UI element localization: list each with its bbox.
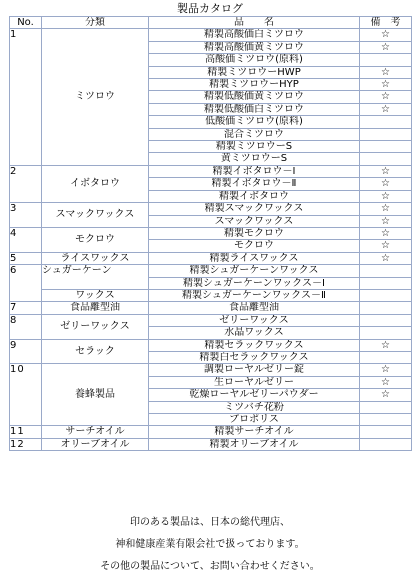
note-cell: [360, 351, 412, 363]
product-name: スマックワックス: [149, 215, 360, 227]
header-category: 分類: [42, 17, 149, 29]
product-name: 精製サーチオイル: [149, 426, 360, 438]
product-name: 混合ミツロウ: [149, 128, 360, 140]
item-number: 4: [10, 227, 42, 252]
product-name: 調製ローヤルゼリー錠: [149, 364, 360, 376]
footer-line: 印のある製品は、日本の総代理店、: [130, 517, 290, 528]
product-name: 精製セラックワックス: [149, 339, 360, 351]
note-cell: [360, 314, 412, 326]
star-mark: ☆: [360, 190, 412, 202]
star-mark: ☆: [360, 240, 412, 252]
table-row: [10, 29, 412, 41]
footer-notes: [0, 512, 420, 578]
item-number: 8: [10, 314, 42, 339]
product-name: 精製イボタロウ: [149, 190, 360, 202]
star-mark: ☆: [360, 203, 412, 215]
note-cell: [360, 116, 412, 128]
product-name: 精製ミツロウーS: [149, 141, 360, 153]
table-header-row: [10, 17, 412, 29]
star-mark: ☆: [360, 376, 412, 388]
product-catalog-table: [9, 16, 412, 451]
item-number: 7: [10, 302, 42, 314]
product-name: 黄ミツロウーS: [149, 153, 360, 165]
product-name: 乾燥ローヤルゼリーパウダー: [149, 389, 360, 401]
table-row: [10, 265, 412, 277]
item-number: 12: [10, 438, 42, 450]
product-name: 精製シュガーケーンワックス－Ⅱ: [149, 289, 360, 301]
category-cell: 食品離型油: [42, 302, 149, 314]
table-row: [10, 203, 412, 215]
note-cell: [360, 265, 412, 277]
product-name: 低酸価ミツロウ(原料): [149, 116, 360, 128]
category-cell: モクロウ: [42, 227, 149, 252]
item-number: 5: [10, 252, 42, 264]
header-product: 品 名: [149, 17, 360, 29]
category-cell: オリーブオイル: [42, 438, 149, 450]
item-number: 3: [10, 203, 42, 228]
product-name: モクロウ: [149, 240, 360, 252]
product-name: 精製低酸価黄ミツロウ: [149, 91, 360, 103]
note-cell: [360, 289, 412, 301]
note-cell: [360, 401, 412, 413]
star-mark: ☆: [360, 66, 412, 78]
product-name: プロポリス: [149, 414, 360, 426]
category-cell: サーチオイル: [42, 426, 149, 438]
product-name: 精製イボタロウ－Ⅰ: [149, 165, 360, 177]
star-mark: ☆: [360, 29, 412, 41]
table-row: [10, 438, 412, 450]
product-name: 精製高酸価白ミツロウ: [149, 29, 360, 41]
star-mark: ☆: [360, 91, 412, 103]
note-cell: [360, 414, 412, 426]
product-name: ミツバチ花粉: [149, 401, 360, 413]
category-cell: セラック: [42, 339, 149, 364]
product-name: 精製高酸価黄ミツロウ: [149, 41, 360, 53]
note-cell: [360, 141, 412, 153]
header-note: 備 考: [360, 17, 412, 29]
note-cell: [360, 426, 412, 438]
table-row: [10, 339, 412, 351]
star-mark: ☆: [360, 41, 412, 53]
product-name: 精製ミツロウーHWP: [149, 66, 360, 78]
star-mark: ☆: [360, 364, 412, 376]
product-name: 精製白セラックワックス: [149, 351, 360, 363]
category-cell: スマックワックス: [42, 203, 149, 228]
note-cell: [360, 302, 412, 314]
star-mark: ☆: [360, 252, 412, 264]
product-name: ゼリーワックス: [149, 314, 360, 326]
note-cell: [360, 327, 412, 339]
product-name: 高酸価ミツロウ(原料): [149, 54, 360, 66]
star-mark: ☆: [360, 339, 412, 351]
item-number: 2: [10, 165, 42, 202]
header-no: No.: [10, 17, 42, 29]
note-cell: [360, 128, 412, 140]
product-name: 精製シュガーケーンワックス: [149, 265, 360, 277]
category-cell: イボタロウ: [42, 165, 149, 202]
table-row: [10, 426, 412, 438]
product-name: 精製ライスワックス: [149, 252, 360, 264]
category-cell: 養蜂製品: [42, 364, 149, 426]
footer-line: 神和健康産業有限会社で扱っております。: [115, 539, 305, 550]
star-mark: ☆: [360, 103, 412, 115]
footer-line: その他の製品について、お問い合わせください。: [100, 561, 320, 572]
item-number: 6: [10, 265, 42, 302]
product-name: 精製ミツロウーHYP: [149, 79, 360, 91]
table-row: [10, 252, 412, 264]
product-name: 精製イボタロウ－Ⅱ: [149, 178, 360, 190]
table-row: [10, 302, 412, 314]
table-row: [10, 364, 412, 376]
product-name: 精製スマックワックス: [149, 203, 360, 215]
table-row: [10, 165, 412, 177]
product-name: 精製シュガーケーンワックス－Ⅰ: [149, 277, 360, 289]
item-number: 9: [10, 339, 42, 364]
note-cell: [360, 277, 412, 289]
item-number: 11: [10, 426, 42, 438]
table-body: [10, 29, 412, 451]
product-name: 生ローヤルゼリー: [149, 376, 360, 388]
star-mark: ☆: [360, 165, 412, 177]
item-number: 1: [10, 29, 42, 165]
star-mark: ☆: [360, 227, 412, 239]
product-name: 水晶ワックス: [149, 327, 360, 339]
category-cell: シュガーケーン: [42, 265, 149, 290]
product-name: 精製低酸価白ミツロウ: [149, 103, 360, 115]
star-mark: ☆: [360, 178, 412, 190]
note-cell: [360, 438, 412, 450]
note-cell: [360, 54, 412, 66]
category-cell: ワックス: [42, 289, 149, 301]
category-cell: ライスワックス: [42, 252, 149, 264]
star-mark: ☆: [360, 215, 412, 227]
product-name: 精製モクロウ: [149, 227, 360, 239]
product-name: 精製オリーブオイル: [149, 438, 360, 450]
table-row: [10, 289, 412, 301]
category-cell: ミツロウ: [42, 29, 149, 165]
page-title: 製品カタログ: [177, 2, 243, 15]
product-name: 食品離型油: [149, 302, 360, 314]
table-row: [10, 314, 412, 326]
star-mark: ☆: [360, 389, 412, 401]
item-number: 10: [10, 364, 42, 426]
star-mark: ☆: [360, 79, 412, 91]
category-cell: ゼリーワックス: [42, 314, 149, 339]
note-cell: [360, 153, 412, 165]
table-row: [10, 227, 412, 239]
